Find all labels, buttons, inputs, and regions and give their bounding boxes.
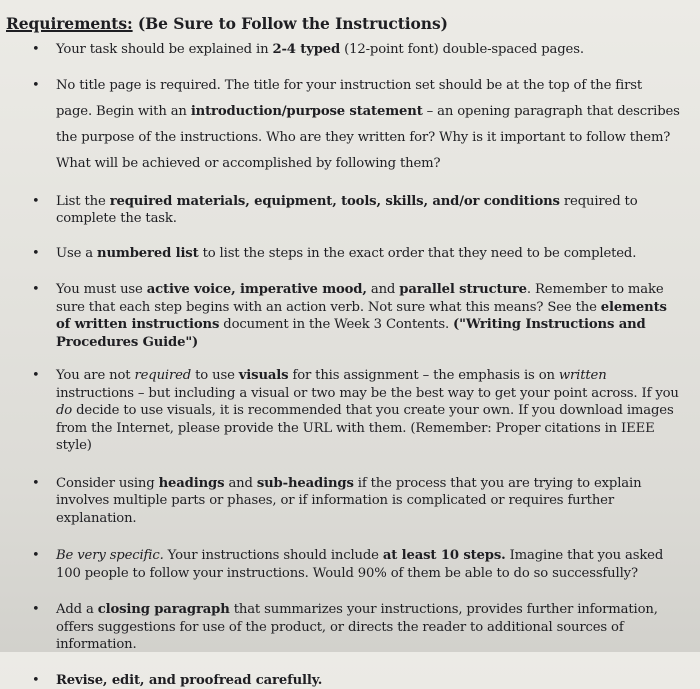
text-run: Add a <box>56 602 98 617</box>
text-run: decide to use visuals, it is recommended that you create your own. If you download images from the Internet, please provide the URL with them. (Remember: Proper citations in IEEE style) <box>56 403 674 453</box>
requirement-text <box>56 602 658 652</box>
requirement-text <box>56 368 679 453</box>
text-run: instructions – but including a visual or two may be the best way to get your point across. If you <box>56 386 679 401</box>
text-run: – an opening paragraph that describes the purpose of the instructions. Who are they written for? Why is it important to follow them? What will be achieved or accomplished by following them? <box>56 104 680 171</box>
requirement-item-numbered-list <box>6 245 682 263</box>
bold-text: parallel structure <box>399 282 527 297</box>
requirement-item-closing <box>6 601 682 654</box>
text-run: required to complete the task. <box>56 194 637 227</box>
requirement-item-specific <box>6 547 682 582</box>
bullet-icon: • <box>32 601 40 619</box>
bold-text: active voice, imperative mood, <box>147 282 367 297</box>
bold-text: ("Writing Instructions and Procedures Guide") <box>56 317 646 350</box>
italic-text: written <box>559 368 607 383</box>
requirement-text <box>56 246 636 261</box>
text-run: You are not <box>56 368 134 383</box>
requirement-text <box>56 194 637 227</box>
requirement-item-introduction <box>6 73 682 177</box>
bullet-icon: • <box>32 193 40 211</box>
bold-text: at least 10 steps. <box>383 548 506 563</box>
requirements-list <box>6 41 682 689</box>
requirement-item-revise <box>6 672 682 689</box>
requirements-subtitle: (Be Sure to Follow the Instructions) <box>138 14 448 33</box>
italic-text: do <box>56 403 72 418</box>
bold-text: elements of written instructions <box>56 300 667 333</box>
text-run: Consider using <box>56 476 159 491</box>
text-run: (12-point font) double-spaced pages. <box>340 42 584 57</box>
bullet-icon: • <box>32 73 40 99</box>
bold-text: numbered list <box>97 246 198 261</box>
italic-text: required <box>134 368 191 383</box>
text-run: for this assignment – the emphasis is on <box>288 368 558 383</box>
requirement-item-headings <box>6 475 682 528</box>
requirements-heading <box>6 14 682 33</box>
requirement-text <box>56 42 584 57</box>
requirement-item-visuals <box>6 367 682 455</box>
bold-text: sub-headings <box>257 476 354 491</box>
bullet-icon: • <box>32 367 40 385</box>
requirement-text <box>56 476 641 526</box>
text-run: Your task should be explained in <box>56 42 272 57</box>
text-run: Your instructions should include <box>164 548 383 563</box>
requirement-item-materials <box>6 193 682 228</box>
bullet-icon: • <box>32 281 40 299</box>
requirement-item-length <box>6 41 682 59</box>
text-run: to list the steps in the exact order that they need to be completed. <box>199 246 637 261</box>
italic-text: Be very specific. <box>56 548 164 563</box>
text-run: document in the Week 3 Contents. <box>219 317 453 332</box>
requirement-text <box>56 673 322 688</box>
text-run: Imagine that you asked 100 people to follow your instructions. Would 90% of them be able to do so successfully? <box>56 548 663 581</box>
bullet-icon: • <box>32 245 40 263</box>
bullet-icon: • <box>32 41 40 59</box>
text-run: You must use <box>56 282 147 297</box>
bold-text: introduction/purpose statement <box>191 104 423 119</box>
text-run: and <box>224 476 256 491</box>
text-run: No title page is required. The title for your instruction set should be at the top of the first page. Begin with an <box>56 78 642 119</box>
text-run: . Remember to make sure that each step begins with an action verb. Not sure what this means? See the <box>56 282 664 315</box>
bullet-icon: • <box>32 475 40 493</box>
text-run: that summarizes your instructions, provides further information, offers suggestions for use of the product, or directs the reader to additional sources of information. <box>56 602 658 652</box>
text-run: Use a <box>56 246 97 261</box>
requirement-text <box>56 78 680 171</box>
requirement-text <box>56 282 667 350</box>
bold-text: headings <box>159 476 225 491</box>
bold-text: required materials, equipment, tools, skills, and/or conditions <box>110 194 560 209</box>
text-run: List the <box>56 194 110 209</box>
requirement-text <box>56 548 663 581</box>
text-run: to use <box>191 368 239 383</box>
text-run: if the process that you are trying to explain involves multiple parts or phases, or if information is complicated or requires further explanation. <box>56 476 641 526</box>
requirement-item-voice <box>6 281 682 351</box>
bullet-icon: • <box>32 547 40 565</box>
bold-text: visuals <box>239 368 289 383</box>
requirements-label: Requirements: <box>6 14 133 33</box>
bold-text: Revise, edit, and proofread carefully. <box>56 673 322 688</box>
bold-text: 2-4 typed <box>272 42 340 57</box>
bullet-icon: • <box>32 672 40 689</box>
bold-text: closing paragraph <box>98 602 230 617</box>
text-run: and <box>367 282 399 297</box>
